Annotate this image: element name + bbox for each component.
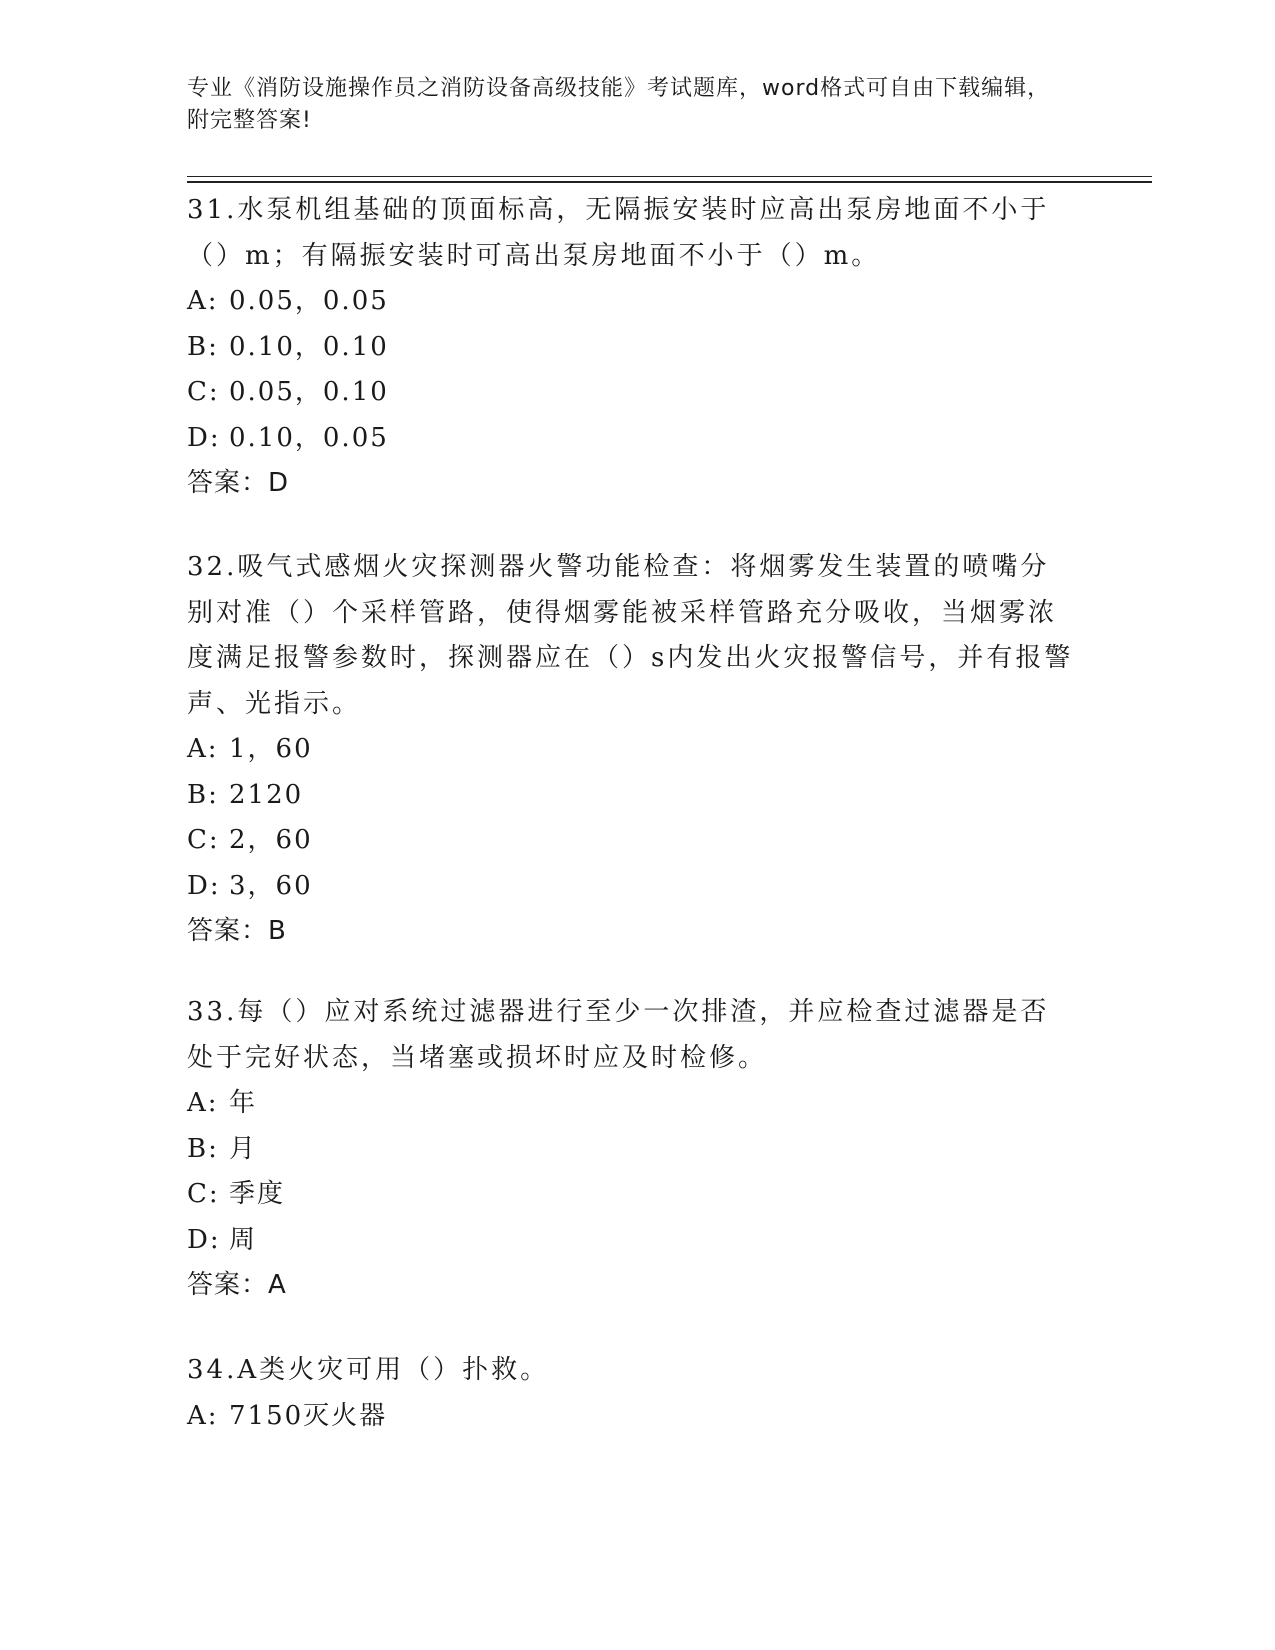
option-letter: B: xyxy=(187,331,219,362)
option-text: 0.10，0.05 xyxy=(229,422,389,453)
option-letter: B: xyxy=(187,779,219,810)
option-letter: C: xyxy=(187,1179,220,1209)
option-letter: D: xyxy=(187,1224,221,1255)
option-text: 月 xyxy=(229,1133,258,1164)
option-c xyxy=(187,818,1087,864)
option-text: 周 xyxy=(229,1224,258,1255)
option-c xyxy=(187,1172,1087,1218)
option-letter: A: xyxy=(187,734,219,764)
question-stem: 33.每（）应对系统过滤器进行至少一次排渣，并应检查过滤器是否处于完好状态，当堵塞或损坏时应及时检修。 xyxy=(187,997,1050,1073)
option-a xyxy=(187,1081,1087,1127)
option-letter: A: xyxy=(187,1088,219,1118)
question-33 xyxy=(187,990,1087,1309)
option-letter: D: xyxy=(187,870,221,901)
option-a xyxy=(187,279,1087,325)
question-34 xyxy=(187,1348,1087,1439)
question-31 xyxy=(187,188,1087,507)
document-header: 专业《消防设施操作员之消防设备高级技能》考试题库，word格式可自由下载编辑，附完整答案! xyxy=(187,76,1051,133)
option-d xyxy=(187,1218,1087,1264)
question-stem: 31.水泵机组基础的顶面标高，无隔振安装时应高出泵房地面不小于（）m；有隔振安装时可高出泵房地面不小于（）m。 xyxy=(187,195,1050,271)
header-divider-thin xyxy=(187,176,1152,177)
option-d xyxy=(187,416,1087,462)
option-text: 2，60 xyxy=(229,825,313,855)
option-b xyxy=(187,1127,1087,1173)
question-32 xyxy=(187,545,1087,955)
option-text: 0.10，0.10 xyxy=(229,331,389,362)
option-b xyxy=(187,773,1087,819)
option-letter: D: xyxy=(187,422,221,453)
option-text: 7150灭火器 xyxy=(229,1400,388,1431)
option-text: 0.05，0.05 xyxy=(229,286,389,316)
option-text: 0.05，0.10 xyxy=(229,377,389,407)
option-text: 1，60 xyxy=(229,734,313,764)
option-a xyxy=(187,1394,1087,1440)
answer: 答案：A xyxy=(187,1270,287,1300)
option-c xyxy=(187,370,1087,416)
option-text: 年 xyxy=(229,1088,258,1118)
option-text: 3，60 xyxy=(229,870,313,901)
header-divider-thick xyxy=(187,181,1152,183)
question-stem: 34.A类火灾可用（）扑救。 xyxy=(187,1355,550,1385)
option-letter: C: xyxy=(187,377,220,407)
option-letter: A: xyxy=(187,286,219,316)
option-d xyxy=(187,864,1087,910)
option-b xyxy=(187,325,1087,371)
question-stem: 32.吸气式感烟火灾探测器火警功能检查：将烟雾发生装置的喷嘴分别对准（）个采样管路，使得烟雾能被采样管路充分吸收，当烟雾浓度满足报警参数时，探测器应在（）s内发出火灾报警信号，并有报警声、光指示。 xyxy=(187,552,1074,719)
option-a xyxy=(187,727,1087,773)
option-letter: B: xyxy=(187,1133,219,1164)
option-letter: A: xyxy=(187,1400,219,1431)
answer: 答案：D xyxy=(187,468,290,498)
option-text: 季度 xyxy=(229,1179,286,1209)
option-text: 2120 xyxy=(229,779,304,810)
answer: 答案：B xyxy=(187,916,287,946)
option-letter: C: xyxy=(187,825,220,855)
